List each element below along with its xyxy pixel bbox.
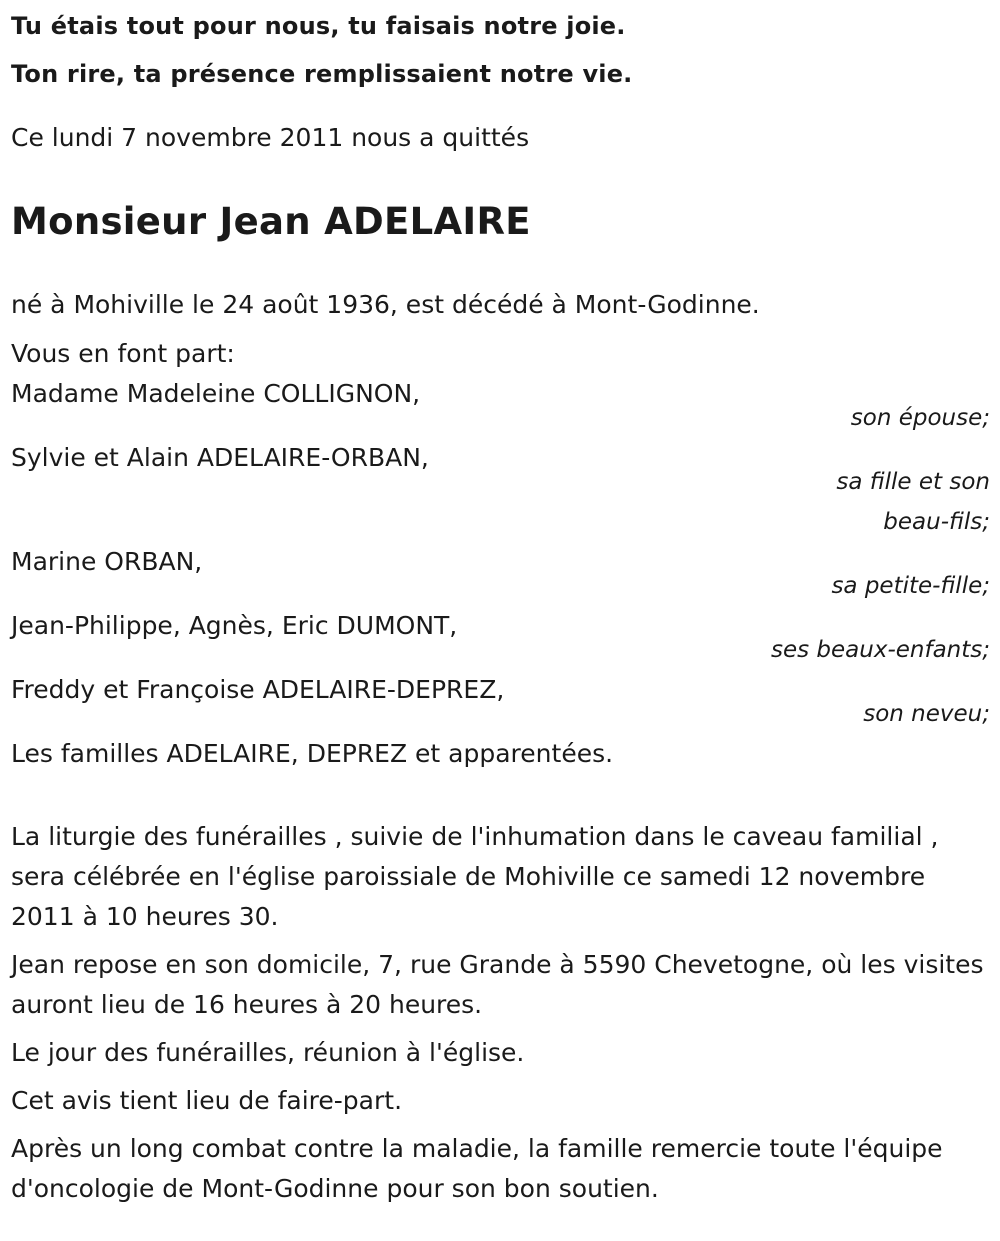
reunion-paragraph: Le jour des funérailles, réunion à l'église.: [11, 1038, 525, 1067]
family-list: [11, 378, 990, 734]
announce-text: Vous en font part:: [11, 339, 235, 368]
poem-line-1: Tu étais tout pour nous, tu faisais notre joie.: [11, 12, 626, 40]
family-member-name: Jean-Philippe, Agnès, Eric DUMONT,: [11, 611, 458, 640]
family-member-name: Sylvie et Alain ADELAIRE-ORBAN,: [11, 443, 429, 472]
family-member-relation: son épouse;: [850, 405, 990, 431]
liturgy-paragraph: La liturgie des funérailles , suivie de l'inhumation dans le caveau familial , sera célébrée en l'église paroissiale de Mohiville ce samedi 12 novembre 2011 à 10 heures 30.: [11, 822, 939, 931]
notice-paragraph: Cet avis tient lieu de faire-part.: [11, 1086, 403, 1115]
family-member-name: Marine ORBAN,: [11, 547, 203, 576]
families-line: Les familles ADELAIRE, DEPREZ et apparentées.: [11, 739, 614, 768]
family-member-relation: ses beaux-enfants;: [770, 637, 990, 663]
deceased-name: Monsieur Jean ADELAIRE: [11, 200, 531, 243]
thanks-paragraph: Après un long combat contre la maladie, la famille remercie toute l'équipe d'oncologie de Mont-Godinne pour son bon soutien.: [11, 1134, 943, 1203]
family-member-relation: sa petite-fille;: [831, 573, 990, 599]
family-member: [11, 442, 990, 542]
family-member-relation: son neveu;: [863, 701, 990, 727]
repose-paragraph: Jean repose en son domicile, 7, rue Grande à 5590 Chevetogne, où les visites auront lieu de 16 heures à 20 heures.: [11, 950, 984, 1019]
poem-line-2: Ton rire, ta présence remplissaient notre vie.: [11, 60, 633, 88]
birth-line: né à Mohiville le 24 août 1936, est décédé à Mont-Godinne.: [11, 290, 760, 319]
family-member: [11, 546, 990, 606]
family-member: [11, 378, 990, 438]
family-member-relation: sa fille et son beau-fils;: [836, 469, 990, 535]
family-member-name: Madame Madeleine COLLIGNON,: [11, 379, 421, 408]
family-member: [11, 674, 990, 734]
poem: [11, 0, 990, 98]
intro-text: Ce lundi 7 novembre 2011 nous a quittés: [11, 123, 530, 152]
family-member-name: Freddy et Françoise ADELAIRE-DEPREZ,: [11, 675, 505, 704]
family-member: [11, 610, 990, 670]
